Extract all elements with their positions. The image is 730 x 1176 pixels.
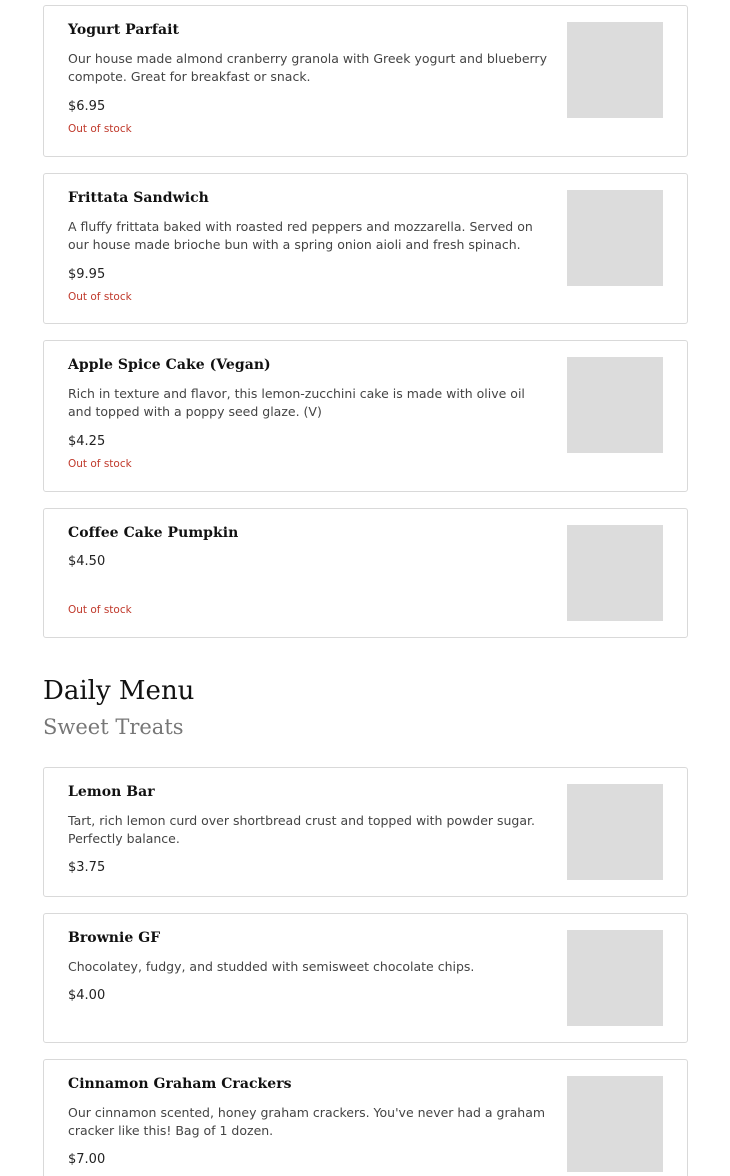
out-of-stock-label: Out of stock bbox=[68, 123, 132, 135]
menu-item-card-frittata-sandwich[interactable] bbox=[43, 173, 688, 324]
menu-item-description: Our cinnamon scented, honey graham crackers. You've never had a graham cracker like this! Bag of 1 dozen. bbox=[68, 1105, 546, 1138]
menu-item-price: $9.95 bbox=[68, 267, 106, 282]
out-of-stock-label: Out of stock bbox=[68, 458, 132, 470]
menu-item-price: $7.00 bbox=[68, 1152, 106, 1167]
out-of-stock-label: Out of stock bbox=[68, 604, 132, 616]
menu-item-image-placeholder bbox=[567, 357, 663, 453]
menu-item-price: $4.50 bbox=[68, 554, 106, 569]
out-of-stock-label: Out of stock bbox=[68, 291, 132, 303]
menu-item-description: Tart, rich lemon curd over shortbread crust and topped with powder sugar. Perfectly balance. bbox=[68, 813, 535, 846]
menu-item-image-placeholder bbox=[567, 525, 663, 621]
menu-item-description: Rich in texture and flavor, this lemon-zucchini cake is made with olive oil and topped with a poppy seed glaze. (V) bbox=[68, 386, 525, 419]
menu-item-image-placeholder bbox=[567, 190, 663, 286]
menu-item-price: $3.75 bbox=[68, 860, 106, 875]
menu-item-name: Apple Spice Cake (Vegan) bbox=[68, 357, 271, 373]
menu-item-card-brownie-gf[interactable] bbox=[43, 913, 688, 1043]
menu-item-card-cinnamon-graham-crackers[interactable] bbox=[43, 1059, 688, 1176]
menu-item-price: $4.00 bbox=[68, 988, 106, 1003]
menu-item-description: Our house made almond cranberry granola with Greek yogurt and blueberry compote. Great for breakfast or snack. bbox=[68, 51, 547, 84]
menu-item-name: Coffee Cake Pumpkin bbox=[68, 525, 239, 541]
menu-item-image-placeholder bbox=[567, 784, 663, 880]
menu-item-description: A fluffy frittata baked with roasted red peppers and mozzarella. Served on our house made brioche bun with a spring onion aioli and fresh spinach. bbox=[68, 219, 533, 252]
menu-item-name: Brownie GF bbox=[68, 930, 161, 946]
menu-item-card-apple-spice-cake[interactable] bbox=[43, 340, 688, 492]
menu-item-image-placeholder bbox=[567, 1076, 663, 1172]
menu-item-card-coffee-cake-pumpkin[interactable] bbox=[43, 508, 688, 638]
menu-item-image-placeholder bbox=[567, 22, 663, 118]
menu-item-name: Yogurt Parfait bbox=[68, 22, 179, 38]
menu-item-name: Lemon Bar bbox=[68, 784, 155, 800]
section-title: Daily Menu bbox=[43, 676, 195, 706]
menu-item-name: Frittata Sandwich bbox=[68, 190, 209, 206]
menu-item-name: Cinnamon Graham Crackers bbox=[68, 1076, 292, 1092]
menu-item-image-placeholder bbox=[567, 930, 663, 1026]
menu-item-card-lemon-bar[interactable] bbox=[43, 767, 688, 897]
menu-item-card-yogurt-parfait[interactable] bbox=[43, 5, 688, 157]
menu-item-description: Chocolatey, fudgy, and studded with semisweet chocolate chips. bbox=[68, 959, 475, 974]
menu-item-price: $4.25 bbox=[68, 434, 106, 449]
menu-item-price: $6.95 bbox=[68, 99, 106, 114]
section-subtitle: Sweet Treats bbox=[43, 715, 184, 739]
